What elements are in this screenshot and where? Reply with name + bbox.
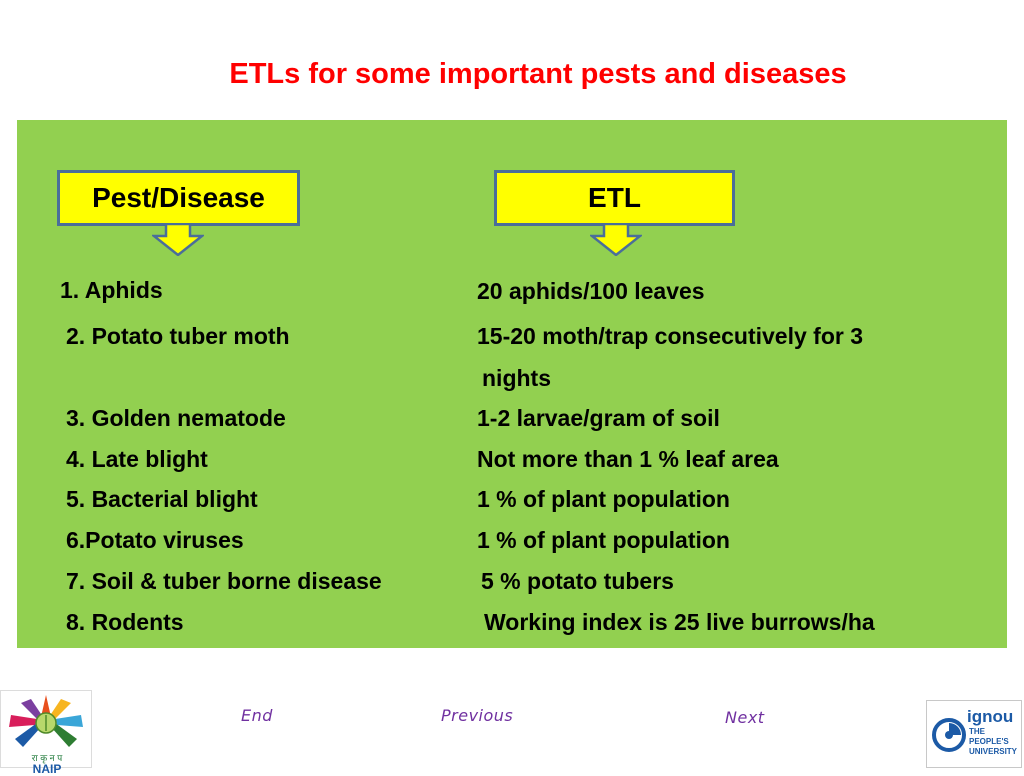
ignou-tagline-line2: UNIVERSITY bbox=[969, 747, 1018, 756]
ignou-logo bbox=[926, 700, 1022, 768]
etl-value: 20 aphids/100 leaves bbox=[477, 278, 705, 304]
pest-disease-header-label: Pest/Disease bbox=[92, 182, 265, 213]
next-link[interactable]: Next bbox=[725, 708, 765, 727]
etl-value: Not more than 1 % leaf area bbox=[477, 446, 779, 472]
etl-value: 15-20 moth/trap consecutively for 3 bbox=[477, 323, 864, 349]
etl-value-continuation: nights bbox=[482, 365, 551, 391]
pest-item: 1. Aphids bbox=[60, 277, 163, 303]
etl-value: 1 % of plant population bbox=[477, 527, 730, 553]
naip-caption bbox=[7, 751, 87, 776]
end-link[interactable]: End bbox=[241, 706, 273, 725]
etl-header-label: ETL bbox=[588, 182, 641, 213]
ignou-emblem-icon bbox=[931, 717, 967, 753]
naip-emblem-icon bbox=[1, 691, 91, 751]
down-arrow-icon bbox=[590, 224, 642, 256]
naip-devanagari: रा कृ न प bbox=[31, 753, 63, 763]
down-arrow-icon bbox=[152, 224, 204, 256]
pest-item: 5. Bacterial blight bbox=[66, 486, 258, 512]
etl-value: 5 % potato tubers bbox=[481, 568, 674, 594]
ignou-tagline-line1: THE PEOPLE'S bbox=[969, 727, 1009, 746]
etl-header bbox=[494, 170, 735, 226]
pest-item: 8. Rodents bbox=[66, 609, 184, 635]
ignou-tagline bbox=[969, 727, 1021, 757]
etl-value: Working index is 25 live burrows/ha bbox=[484, 609, 875, 635]
etl-value: 1 % of plant population bbox=[477, 486, 730, 512]
etl-value: 1-2 larvae/gram of soil bbox=[477, 405, 720, 431]
pest-item: 2. Potato tuber moth bbox=[66, 323, 290, 349]
pest-item: 4. Late blight bbox=[66, 446, 208, 472]
pest-item: 7. Soil & tuber borne disease bbox=[66, 568, 382, 594]
naip-logo bbox=[0, 690, 92, 776]
ignou-name: ignou bbox=[967, 707, 1014, 726]
previous-link[interactable]: Previous bbox=[441, 706, 514, 725]
pest-item: 3. Golden nematode bbox=[66, 405, 286, 431]
slide-title: ETLs for some important pests and diseases bbox=[229, 58, 847, 90]
pest-item: 6.Potato viruses bbox=[66, 527, 244, 553]
pest-disease-header bbox=[57, 170, 300, 226]
naip-name: NAIP bbox=[32, 762, 62, 776]
